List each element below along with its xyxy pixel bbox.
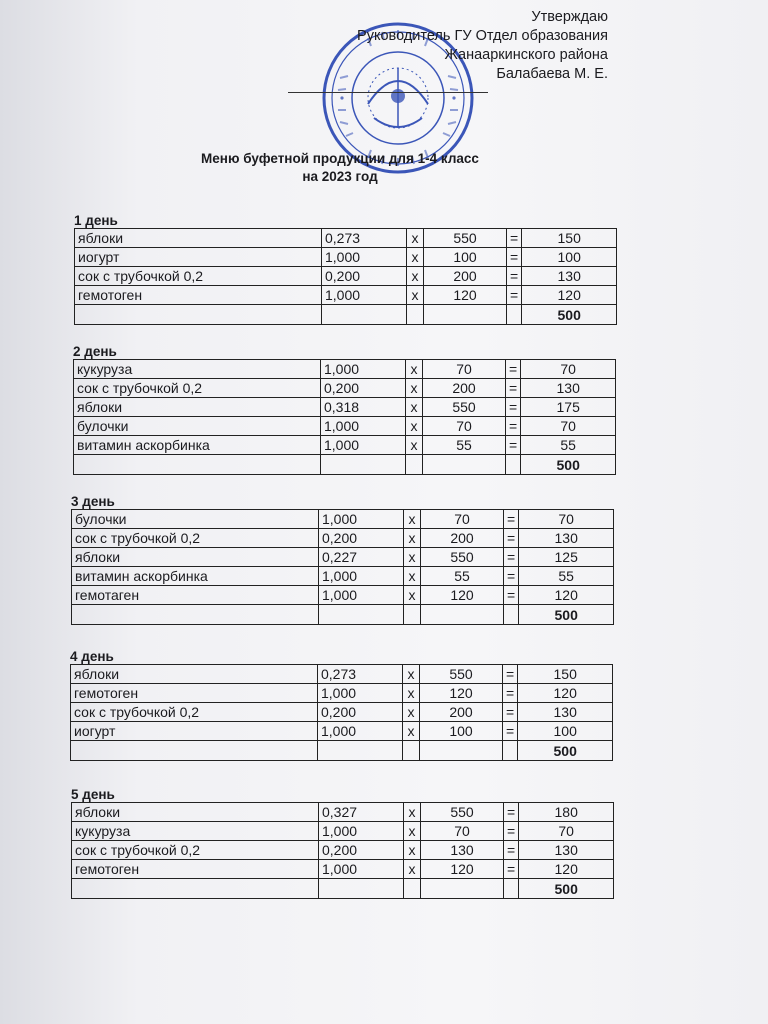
- cell-price: 100: [424, 248, 507, 267]
- cell-qty: 1,000: [319, 586, 404, 605]
- cell-name: кукуруза: [72, 822, 319, 841]
- cell-sum: 130: [519, 529, 614, 548]
- empty-cell: [504, 605, 519, 625]
- day-label: 5 день: [71, 787, 115, 802]
- cell-price: 200: [421, 529, 504, 548]
- table-row: [72, 529, 614, 548]
- cell-price: 100: [420, 722, 503, 741]
- cell-qty: 0,327: [319, 803, 404, 822]
- cell-op: х: [404, 803, 421, 822]
- cell-eq: =: [506, 436, 521, 455]
- approval-line-2: Руководитель ГУ Отдел образования: [357, 28, 608, 44]
- cell-qty: 1,000: [321, 360, 406, 379]
- cell-name: гемотоген: [71, 684, 318, 703]
- day-total: 500: [519, 605, 614, 625]
- cell-op: х: [406, 398, 423, 417]
- cell-op: х: [406, 379, 423, 398]
- cell-price: 120: [420, 684, 503, 703]
- cell-eq: =: [504, 548, 519, 567]
- cell-eq: =: [504, 841, 519, 860]
- cell-price: 550: [421, 803, 504, 822]
- cell-op: х: [403, 703, 420, 722]
- cell-op: х: [407, 267, 424, 286]
- cell-price: 550: [421, 548, 504, 567]
- table-row: [72, 822, 614, 841]
- day-total: 500: [518, 741, 613, 761]
- cell-price: 200: [423, 379, 506, 398]
- empty-cell: [504, 879, 519, 899]
- empty-cell: [74, 455, 321, 475]
- cell-eq: =: [504, 529, 519, 548]
- empty-cell: [72, 605, 319, 625]
- empty-cell: [403, 741, 420, 761]
- table-row: [72, 510, 614, 529]
- cell-sum: 100: [522, 248, 617, 267]
- cell-price: 200: [424, 267, 507, 286]
- table-row: [74, 398, 616, 417]
- cell-qty: 1,000: [321, 417, 406, 436]
- table-row: [72, 548, 614, 567]
- cell-sum: 150: [518, 665, 613, 684]
- cell-op: х: [403, 665, 420, 684]
- table-row: [75, 286, 617, 305]
- cell-eq: =: [507, 229, 522, 248]
- day-total: 500: [522, 305, 617, 325]
- cell-price: 550: [424, 229, 507, 248]
- cell-sum: 70: [519, 510, 614, 529]
- table-row: [71, 722, 613, 741]
- cell-name: сок с трубочкой 0,2: [72, 529, 319, 548]
- cell-name: гемотоген: [75, 286, 322, 305]
- cell-name: сок с трубочкой 0,2: [74, 379, 321, 398]
- empty-cell: [421, 879, 504, 899]
- cell-name: яблоки: [74, 398, 321, 417]
- cell-eq: =: [504, 860, 519, 879]
- cell-price: 120: [424, 286, 507, 305]
- approval-line-1: Утверждаю: [531, 9, 608, 25]
- day-section: [70, 650, 613, 761]
- table-row: [71, 703, 613, 722]
- cell-price: 70: [423, 360, 506, 379]
- cell-sum: 130: [521, 379, 616, 398]
- cell-sum: 120: [522, 286, 617, 305]
- cell-qty: 0,200: [321, 379, 406, 398]
- approval-line-3: Жанааркинского района: [444, 47, 608, 63]
- cell-qty: 1,000: [322, 248, 407, 267]
- menu-table: [71, 509, 614, 625]
- cell-sum: 120: [519, 586, 614, 605]
- cell-sum: 130: [518, 703, 613, 722]
- cell-qty: 1,000: [318, 684, 403, 703]
- day-label: 4 день: [70, 649, 114, 664]
- cell-eq: =: [504, 803, 519, 822]
- empty-cell: [404, 605, 421, 625]
- total-row: [72, 605, 614, 625]
- title-line-2: на 2023 год: [302, 169, 378, 184]
- cell-name: булочки: [74, 417, 321, 436]
- cell-sum: 100: [518, 722, 613, 741]
- cell-qty: 1,000: [319, 510, 404, 529]
- cell-eq: =: [503, 665, 518, 684]
- cell-sum: 120: [518, 684, 613, 703]
- cell-sum: 55: [521, 436, 616, 455]
- cell-name: булочки: [72, 510, 319, 529]
- cell-name: иогурт: [71, 722, 318, 741]
- table-row: [72, 567, 614, 586]
- table-row: [75, 248, 617, 267]
- cell-qty: 0,200: [319, 841, 404, 860]
- cell-eq: =: [506, 398, 521, 417]
- cell-op: х: [404, 822, 421, 841]
- total-row: [75, 305, 617, 325]
- cell-op: х: [407, 229, 424, 248]
- cell-sum: 125: [519, 548, 614, 567]
- cell-price: 120: [421, 860, 504, 879]
- cell-eq: =: [506, 360, 521, 379]
- day-total: 500: [519, 879, 614, 899]
- empty-cell: [424, 305, 507, 325]
- table-row: [74, 417, 616, 436]
- cell-sum: 150: [522, 229, 617, 248]
- day-label: 3 день: [71, 494, 115, 509]
- cell-eq: =: [504, 586, 519, 605]
- cell-name: витамин аскорбинка: [72, 567, 319, 586]
- cell-sum: 55: [519, 567, 614, 586]
- signature-line: [288, 92, 488, 93]
- approval-line-4: Балабаева М. Е.: [496, 66, 608, 82]
- cell-qty: 1,000: [318, 722, 403, 741]
- cell-name: сок с трубочкой 0,2: [71, 703, 318, 722]
- cell-price: 70: [423, 417, 506, 436]
- empty-cell: [421, 605, 504, 625]
- cell-eq: =: [507, 267, 522, 286]
- empty-cell: [75, 305, 322, 325]
- cell-name: кукуруза: [74, 360, 321, 379]
- cell-op: х: [404, 860, 421, 879]
- title-line-1: Меню буфетной продукции для 1-4 класс: [201, 151, 479, 166]
- cell-sum: 120: [519, 860, 614, 879]
- cell-op: х: [404, 529, 421, 548]
- menu-table: [73, 359, 616, 475]
- cell-op: х: [406, 360, 423, 379]
- cell-sum: 130: [522, 267, 617, 286]
- table-row: [75, 267, 617, 286]
- cell-sum: 70: [521, 417, 616, 436]
- table-row: [72, 841, 614, 860]
- cell-name: яблоки: [72, 803, 319, 822]
- table-row: [74, 436, 616, 455]
- cell-name: сок с трубочкой 0,2: [75, 267, 322, 286]
- day-section: [71, 788, 614, 899]
- cell-qty: 1,000: [321, 436, 406, 455]
- empty-cell: [404, 879, 421, 899]
- cell-name: гемотаген: [72, 586, 319, 605]
- day-total: 500: [521, 455, 616, 475]
- cell-op: х: [404, 567, 421, 586]
- empty-cell: [406, 455, 423, 475]
- cell-qty: 1,000: [319, 860, 404, 879]
- empty-cell: [318, 741, 403, 761]
- cell-qty: 1,000: [319, 822, 404, 841]
- cell-op: х: [407, 286, 424, 305]
- empty-cell: [407, 305, 424, 325]
- cell-sum: 70: [519, 822, 614, 841]
- cell-price: 550: [420, 665, 503, 684]
- table-row: [72, 586, 614, 605]
- cell-name: витамин аскорбинка: [74, 436, 321, 455]
- cell-eq: =: [507, 286, 522, 305]
- cell-sum: 70: [521, 360, 616, 379]
- cell-price: 130: [421, 841, 504, 860]
- table-row: [74, 360, 616, 379]
- table-row: [71, 684, 613, 703]
- menu-table: [70, 664, 613, 761]
- cell-price: 70: [421, 510, 504, 529]
- table-row: [72, 860, 614, 879]
- document-title: [180, 150, 500, 186]
- cell-op: х: [404, 841, 421, 860]
- cell-eq: =: [504, 822, 519, 841]
- cell-op: х: [406, 436, 423, 455]
- table-row: [74, 379, 616, 398]
- cell-name: иогурт: [75, 248, 322, 267]
- cell-op: х: [406, 417, 423, 436]
- cell-op: х: [404, 510, 421, 529]
- cell-op: х: [404, 548, 421, 567]
- empty-cell: [423, 455, 506, 475]
- cell-eq: =: [503, 703, 518, 722]
- cell-name: яблоки: [71, 665, 318, 684]
- cell-eq: =: [503, 722, 518, 741]
- day-section: [71, 495, 614, 625]
- table-row: [75, 229, 617, 248]
- cell-qty: 1,000: [319, 567, 404, 586]
- total-row: [74, 455, 616, 475]
- total-row: [71, 741, 613, 761]
- cell-name: яблоки: [72, 548, 319, 567]
- cell-sum: 180: [519, 803, 614, 822]
- cell-name: яблоки: [75, 229, 322, 248]
- day-section: [73, 345, 616, 475]
- cell-qty: 0,200: [318, 703, 403, 722]
- cell-qty: 0,273: [322, 229, 407, 248]
- empty-cell: [506, 455, 521, 475]
- cell-qty: 0,318: [321, 398, 406, 417]
- cell-qty: 0,227: [319, 548, 404, 567]
- day-label: 1 день: [74, 213, 118, 228]
- table-row: [72, 803, 614, 822]
- cell-price: 120: [421, 586, 504, 605]
- cell-sum: 130: [519, 841, 614, 860]
- cell-qty: 0,200: [319, 529, 404, 548]
- cell-price: 550: [423, 398, 506, 417]
- cell-eq: =: [504, 510, 519, 529]
- cell-op: х: [404, 586, 421, 605]
- cell-eq: =: [506, 379, 521, 398]
- day-section: [74, 214, 617, 325]
- approval-block: [357, 8, 608, 84]
- cell-name: сок с трубочкой 0,2: [72, 841, 319, 860]
- cell-name: гемотоген: [72, 860, 319, 879]
- empty-cell: [321, 455, 406, 475]
- cell-qty: 0,273: [318, 665, 403, 684]
- empty-cell: [507, 305, 522, 325]
- cell-qty: 1,000: [322, 286, 407, 305]
- total-row: [72, 879, 614, 899]
- empty-cell: [322, 305, 407, 325]
- cell-price: 55: [421, 567, 504, 586]
- empty-cell: [319, 605, 404, 625]
- cell-op: х: [407, 248, 424, 267]
- cell-op: х: [403, 684, 420, 703]
- table-row: [71, 665, 613, 684]
- empty-cell: [71, 741, 318, 761]
- empty-cell: [319, 879, 404, 899]
- empty-cell: [503, 741, 518, 761]
- cell-qty: 0,200: [322, 267, 407, 286]
- cell-eq: =: [506, 417, 521, 436]
- cell-sum: 175: [521, 398, 616, 417]
- menu-table: [74, 228, 617, 325]
- cell-price: 55: [423, 436, 506, 455]
- day-label: 2 день: [73, 344, 117, 359]
- cell-op: х: [403, 722, 420, 741]
- cell-price: 200: [420, 703, 503, 722]
- cell-price: 70: [421, 822, 504, 841]
- cell-eq: =: [507, 248, 522, 267]
- empty-cell: [420, 741, 503, 761]
- cell-eq: =: [503, 684, 518, 703]
- empty-cell: [72, 879, 319, 899]
- cell-eq: =: [504, 567, 519, 586]
- menu-table: [71, 802, 614, 899]
